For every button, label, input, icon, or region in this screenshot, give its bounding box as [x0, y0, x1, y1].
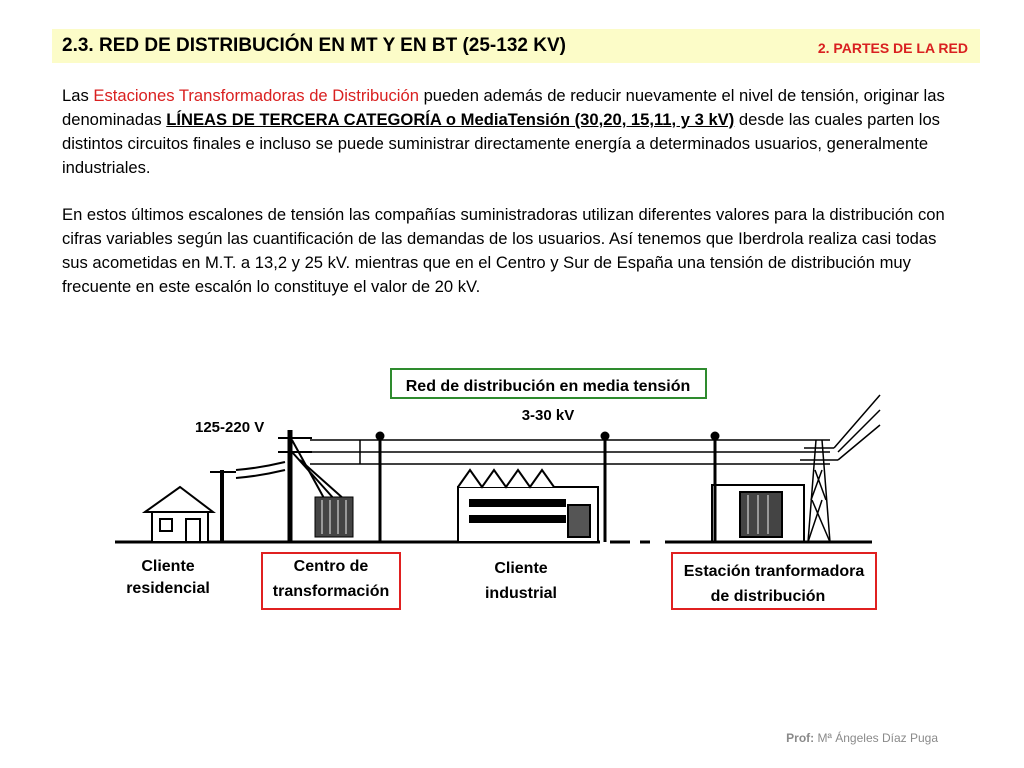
paragraph-1-text-b: pueden además de reducir nuevamente el nivel de tensión, originar las denominadas [62, 86, 945, 129]
mt-power-lines [310, 440, 830, 464]
footer-prefix: Prof: [786, 731, 815, 745]
mt-voltage-label: 3-30 kV [521, 407, 575, 424]
residential-house [145, 487, 213, 542]
residential-label-1: Cliente [141, 558, 195, 575]
footer-name: Mª Ángeles Díaz Puga [817, 731, 938, 745]
bt-voltage-label: 125-220 V [195, 419, 265, 436]
ct-label-1: Centro de [293, 558, 369, 575]
diagram-title: Red de distribución en media tensión [405, 378, 691, 395]
transmission-tower [800, 395, 880, 542]
substation [712, 485, 804, 542]
industrial-label-1: Cliente [494, 560, 548, 577]
ct-label-2: transformación [272, 583, 390, 600]
station-label-2: de distribución [710, 588, 826, 605]
footer-author [786, 731, 938, 745]
page-title: 2.3. RED DE DISTRIBUCIÓN EN MT Y EN BT (25-132 KV) [62, 35, 566, 56]
ct-transformer [315, 497, 353, 537]
lv-pole [210, 462, 285, 542]
paragraph-1-emphasis: LÍNEAS DE TERCERA CATEGORÍA o MediaTensión (30,20, 15,11, y 3 kV) [166, 110, 735, 129]
residential-label-2: residencial [126, 580, 210, 597]
industrial-factory [458, 470, 598, 542]
section-label: 2. PARTES DE LA RED [817, 40, 968, 56]
paragraph-2: En estos últimos escalones de tensión las compañías suministradoras utilizan diferentes valores para la distribución con cifras variables según las cuantificación de las demandas de los usuarios. Así tenemos que Iberdrola realiza casi todas sus acometidas en M.T. a 13,2 y 25 kV. mientras que en el Centro y Sur de España una tensión de distribución muy frecuente en este escalón lo constituye el valor de 20 kV. [62, 205, 945, 296]
industrial-label-2: industrial [484, 585, 558, 602]
paragraph-1-text-a: Las [62, 86, 94, 105]
paragraph-1-text-c: desde las cuales parten los distintos circuitos finales e incluso se puede suministrar directamente energía a determinados usuarios, generalmente industriales. [62, 110, 940, 177]
paragraph-1-highlight: Estaciones Transformadoras de Distribución [93, 86, 419, 105]
station-label-1: Estación tranformadora [683, 563, 865, 580]
